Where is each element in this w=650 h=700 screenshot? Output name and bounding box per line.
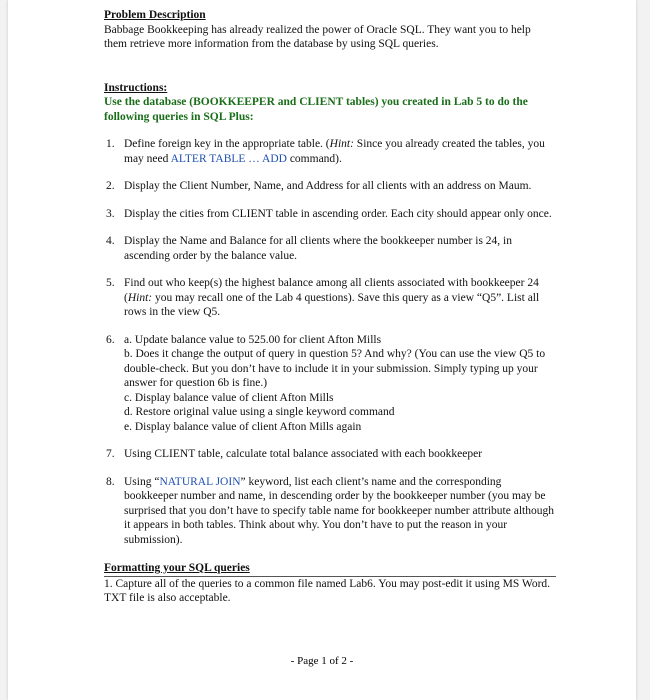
page-number: - Page 1 of 2 - bbox=[290, 655, 354, 667]
question-6b: b. Does it change the output of query in question 5? And why? (You can use the view Q5 to double-check. But you don’t have to include it in your submission. Simply typing up your answer for question 6b is fine.) bbox=[124, 348, 546, 389]
question-6c: c. Display balance value of client Afton Mills bbox=[124, 391, 334, 404]
question-6d: d. Restore original value using a single keyword command bbox=[124, 406, 395, 418]
question-item-2: 2. Display the Client Number, Name, and Address for all clients with an address on Maum. bbox=[106, 180, 532, 192]
formatting-heading: Formatting your SQL queries bbox=[104, 562, 250, 574]
question-item-8: 8. Using “NATURAL JOIN” keyword, list each client’s name and the corresponding bookkeeper number and name, in descending order by the bookkeeper number (you may be surprised that you don’t have to specify table name for bookkeeper number attribute although it appears in both tables. Think about why. You don’t have to put the reason in your submission). bbox=[106, 475, 554, 546]
document-page bbox=[8, 0, 636, 700]
document-content bbox=[104, 8, 556, 606]
problem-text: Babbage Bookkeeping has already realized the power of Oracle SQL. They want you to help them retrieve more information from the database by using SQL queries. bbox=[104, 23, 531, 50]
question-6a: a. Update balance value to 525.00 for client Afton Mills bbox=[124, 333, 382, 346]
question-item-7: 7. Using CLIENT table, calculate total balance associated with each bookkeeper bbox=[106, 448, 483, 460]
question-item-1: 1. Define foreign key in the appropriate table. (Hint: Since you already created the tables, you may need ALTER TABLE … ADD command). bbox=[106, 138, 545, 165]
question-item-6: 6. a. Update balance value to 525.00 for client Afton Mills b. Does it change the output of query in question 5? And why? (You can use the view Q5 to double-check. But you don’t have to include it in your submission. Simply typing up your answer for question 6b is fine.) c. Display balance value of client Afton Mills d. Restore original value using a single keyword command e. Display balance value of client Afton Mills again bbox=[104, 333, 556, 435]
question-list bbox=[104, 137, 556, 547]
question-6e: e. Display balance value of client Afton Mills again bbox=[124, 420, 362, 433]
question-item-5: 5. Find out who keep(s) the highest balance among all clients associated with bookkeeper 24 (Hint: you may recall one of the Lab 4 questions). Save this query as a view “Q5”. List all rows in the view Q5. bbox=[106, 277, 540, 318]
formatting-text: 1. Capture all of the queries to a common file named Lab6. You may post-edit it using MS Word. TXT file is also acceptable. bbox=[104, 577, 551, 604]
instructions-text: Use the database (BOOKKEEPER and CLIENT tables) you created in Lab 5 to do the following queries in SQL Plus: bbox=[104, 96, 528, 123]
problem-heading: Problem Description bbox=[104, 9, 206, 21]
question-item-4: 4. Display the Name and Balance for all clients where the bookkeeper number is 24, in ascending order by the balance value. bbox=[106, 235, 512, 262]
instructions-heading: Instructions: bbox=[104, 81, 168, 94]
question-item-3: 3. Display the cities from CLIENT table in ascending order. Each city should appear only once. bbox=[106, 207, 552, 220]
